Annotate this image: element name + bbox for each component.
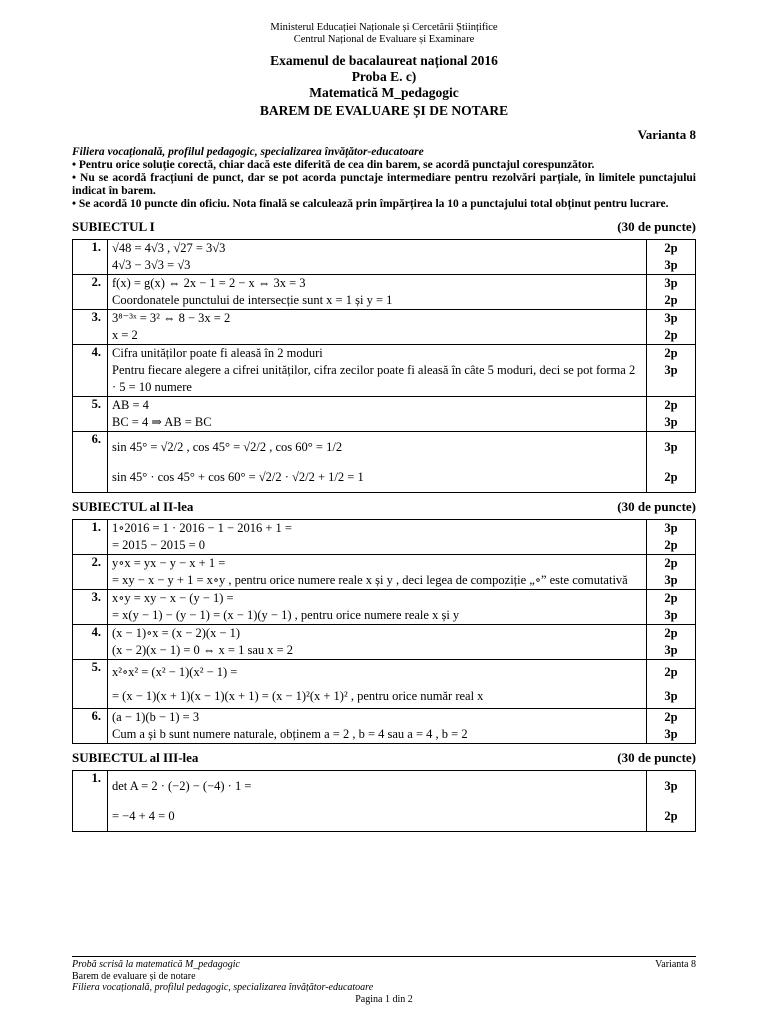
points-value: 3p: [664, 415, 678, 429]
item-points: [647, 432, 696, 493]
points-value: 2p: [664, 556, 678, 570]
filiera-line: Filiera vocațională, profilul pedagogic, specializarea învățător-educatoare: [72, 146, 424, 158]
table-row: [73, 432, 696, 493]
table-row: [73, 310, 696, 345]
solution-line: det A = 2 · (−2) − (−4) · 1 =: [112, 779, 252, 793]
proba-title: Proba E. c): [351, 69, 417, 84]
points-value: 3p: [664, 689, 678, 703]
rule-1: • Pentru orice soluție corectă, chiar dacă este diferită de cea din barem, se acordă punctajul corespunzător.: [72, 159, 595, 171]
item-number: 6.: [73, 709, 108, 744]
page-footer: [72, 956, 696, 1005]
footer-page-number: Pagina 1 din 2: [355, 993, 413, 1005]
points-value: 3p: [664, 573, 678, 587]
section-points: (30 de puncte): [617, 499, 696, 514]
item-solution: [108, 432, 647, 493]
solution-line: (x − 2)(x − 1) = 0 ⇔ x = 1 sau x = 2: [112, 643, 294, 657]
table-row: [73, 240, 696, 275]
item-points: [647, 345, 696, 397]
table-row: [73, 345, 696, 397]
item-points: [647, 397, 696, 432]
footer-varianta: Varianta 8: [655, 959, 696, 970]
item-points: [647, 625, 696, 660]
points-value: 2p: [664, 293, 678, 307]
solution-line: sin 45° · cos 45° + cos 60° = √2/2 · √2/2 + 1/2 = 1: [112, 470, 364, 484]
solution-line: √48 = 4√3 , √27 = 3√3: [112, 241, 226, 255]
item-number: 5.: [73, 397, 108, 432]
solution-line: = −4 + 4 = 0: [112, 809, 175, 823]
item-number: 1.: [73, 240, 108, 275]
barem-title: BAREM DE EVALUARE ȘI DE NOTARE: [259, 103, 509, 118]
item-solution: [108, 310, 647, 345]
item-solution: [108, 345, 647, 397]
item-solution: [108, 625, 647, 660]
points-value: 2p: [664, 710, 678, 724]
item-points: [647, 555, 696, 590]
points-value: 3p: [664, 521, 678, 535]
table-row: [73, 555, 696, 590]
solution-line: = xy − x − y + 1 = x∘y , pentru orice numere reale x și y , deci legea de compoziție „∘” este comutativă: [112, 573, 628, 587]
points-value: 2p: [664, 626, 678, 640]
item-number: 5.: [73, 660, 108, 709]
item-number: 4.: [73, 625, 108, 660]
barem-table: [72, 519, 696, 744]
points-value: 2p: [664, 241, 678, 255]
table-row: [73, 275, 696, 310]
solution-line: 3⁸⁻³ˣ = 3² ⇔ 8 − 3x = 2: [112, 311, 231, 325]
table-row: [73, 520, 696, 555]
table-row: [73, 660, 696, 709]
rule-3: • Se acordă 10 puncte din oficiu. Nota finală se calculează prin împărțirea la 10 a punctajului total obținut pentru lucrare.: [72, 198, 669, 210]
item-number: 3.: [73, 590, 108, 625]
solution-line: (x − 1)∘x = (x − 2)(x − 1): [112, 626, 241, 640]
solution-line: Pentru fiecare alegere a cifrei unităților, cifra zecilor poate fi aleasă în câte 5 moduri, deci se pot forma 2 · 5 = 10 numere: [112, 363, 636, 394]
section-points: (30 de puncte): [617, 750, 696, 765]
points-value: 3p: [664, 311, 678, 325]
solution-line: 1∘2016 = 1 · 2016 − 1 − 2016 + 1 =: [112, 521, 292, 535]
points-value: 2p: [664, 665, 678, 679]
item-solution: [108, 709, 647, 744]
points-value: 2p: [664, 346, 678, 360]
item-points: [647, 590, 696, 625]
sections-container: [72, 219, 696, 832]
section-heading: [72, 750, 696, 766]
section-title: SUBIECTUL I: [72, 219, 155, 234]
item-solution: [108, 240, 647, 275]
item-points: [647, 310, 696, 345]
solution-line: (a − 1)(b − 1) = 3: [112, 710, 200, 724]
solution-line: Cum a și b sunt numere naturale, obținem a = 2 , b = 4 sau a = 4 , b = 2: [112, 727, 468, 741]
solution-line: = x(y − 1) − (y − 1) = (x − 1)(y − 1) , pentru orice numere reale x și y: [112, 608, 460, 622]
item-points: [647, 771, 696, 832]
item-points: [647, 660, 696, 709]
item-solution: [108, 555, 647, 590]
item-solution: [108, 660, 647, 709]
solution-line: y∘x = yx − y − x + 1 =: [112, 556, 226, 570]
grading-rules: [72, 146, 696, 211]
points-value: 3p: [664, 276, 678, 290]
points-value: 2p: [664, 470, 678, 484]
varianta-label: Varianta 8: [637, 127, 696, 142]
item-points: [647, 520, 696, 555]
solution-line: x = 2: [112, 328, 138, 342]
section-heading: [72, 219, 696, 235]
rule-2: • Nu se acordă fracțiuni de punct, dar se pot acorda punctaje intermediare pentru rezolvări parțiale, în limitele punctajului indicat în barem.: [72, 172, 696, 197]
item-points: [647, 275, 696, 310]
points-value: 3p: [664, 608, 678, 622]
item-number: 1.: [73, 520, 108, 555]
item-solution: [108, 590, 647, 625]
solution-line: BC = 4 ⇒ AB = BC: [112, 415, 212, 429]
barem-table: [72, 770, 696, 832]
solution-line: f(x) = g(x) ⇔ 2x − 1 = 2 − x ⇔ 3x = 3: [112, 276, 306, 290]
points-value: 2p: [664, 538, 678, 552]
subject-title: Matematică M_pedagogic: [309, 85, 459, 100]
points-value: 3p: [664, 258, 678, 272]
center-header: Centrul Național de Evaluare și Examinare: [293, 34, 475, 45]
points-value: 3p: [664, 727, 678, 741]
section-title: SUBIECTUL al II-lea: [72, 499, 194, 514]
points-value: 2p: [664, 328, 678, 342]
solution-line: 4√3 − 3√3 = √3: [112, 258, 191, 272]
section-heading: [72, 499, 696, 515]
footer-exam: Probă scrisă la matematică M_pedagogic: [72, 959, 240, 970]
exam-title: Examenul de bacalaureat național 2016: [270, 53, 498, 68]
item-number: 3.: [73, 310, 108, 345]
solution-line: = (x − 1)(x + 1)(x − 1)(x + 1) = (x − 1)²(x + 1)² , pentru orice număr real x: [112, 689, 484, 703]
item-number: 2.: [73, 555, 108, 590]
item-solution: [108, 397, 647, 432]
solution-line: Cifra unităților poate fi aleasă în 2 moduri: [112, 346, 323, 360]
document-page: [72, 22, 696, 832]
section-points: (30 de puncte): [617, 219, 696, 234]
item-number: 6.: [73, 432, 108, 493]
item-number: 1.: [73, 771, 108, 832]
table-row: [73, 771, 696, 832]
table-row: [73, 590, 696, 625]
solution-line: = 2015 − 2015 = 0: [112, 538, 206, 552]
points-value: 3p: [664, 779, 678, 793]
barem-table: [72, 239, 696, 493]
solution-line: AB = 4: [112, 398, 149, 412]
solution-line: x²∘x² = (x² − 1)(x² − 1) =: [112, 665, 238, 679]
points-value: 3p: [664, 643, 678, 657]
solution-line: x∘y = xy − x − (y − 1) =: [112, 591, 234, 605]
table-row: [73, 709, 696, 744]
points-value: 2p: [664, 809, 678, 823]
points-value: 3p: [664, 440, 678, 454]
footer-filiera: Filiera vocațională, profilul pedagogic, specializarea învățător-educatoare: [72, 982, 374, 993]
points-value: 2p: [664, 398, 678, 412]
item-points: [647, 240, 696, 275]
item-number: 2.: [73, 275, 108, 310]
section-title: SUBIECTUL al III-lea: [72, 750, 199, 765]
footer-barem: Barem de evaluare și de notare: [72, 970, 196, 982]
points-value: 2p: [664, 591, 678, 605]
solution-line: sin 45° = √2/2 , cos 45° = √2/2 , cos 60° = 1/2: [112, 440, 343, 454]
item-points: [647, 709, 696, 744]
ministry-header: Ministerul Educației Naționale și Cercetării Științifice: [270, 22, 498, 33]
item-solution: [108, 771, 647, 832]
item-number: 4.: [73, 345, 108, 397]
points-value: 3p: [664, 363, 678, 377]
table-row: [73, 625, 696, 660]
table-row: [73, 397, 696, 432]
item-solution: [108, 275, 647, 310]
item-solution: [108, 520, 647, 555]
solution-line: Coordonatele punctului de intersecție sunt x = 1 și y = 1: [112, 293, 393, 307]
